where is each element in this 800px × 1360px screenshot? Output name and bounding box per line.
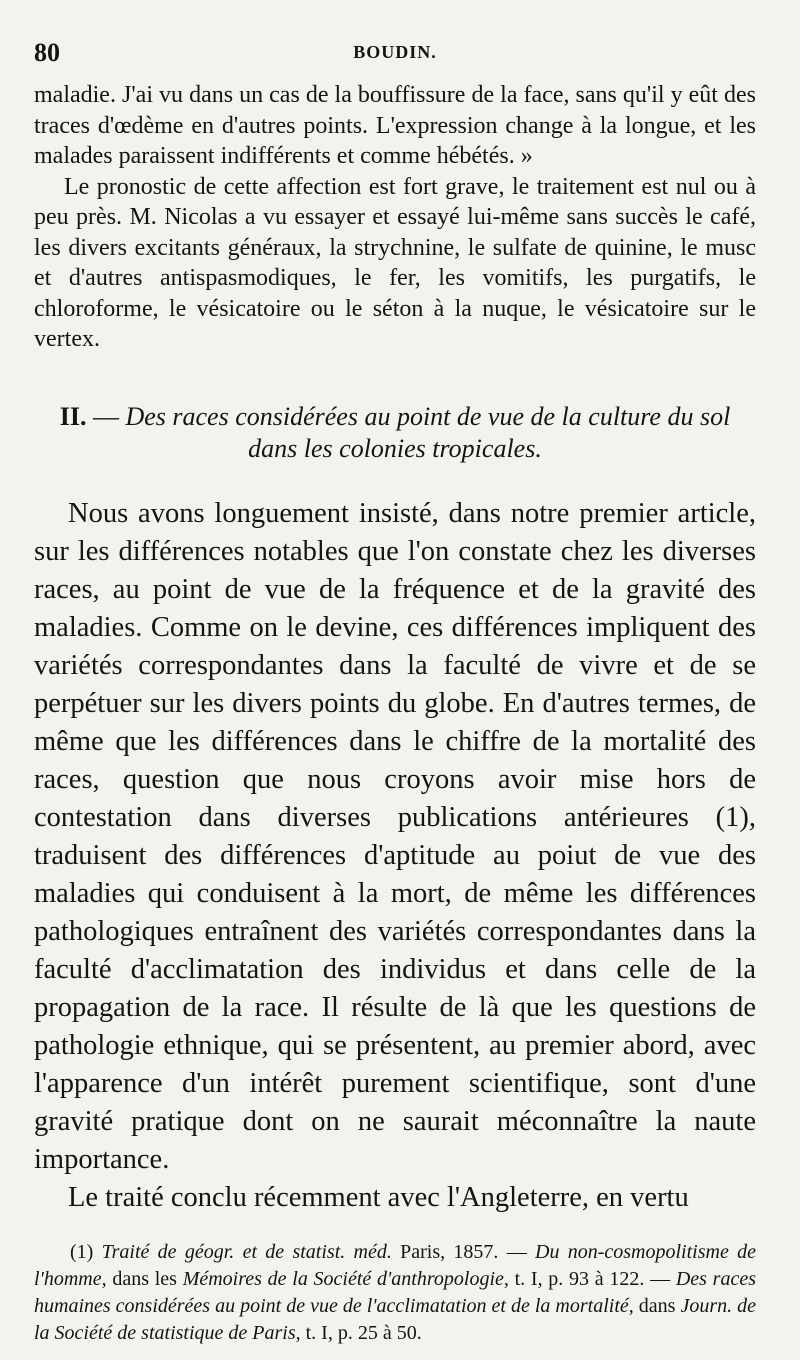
footnote-text-2: dans les xyxy=(106,1267,183,1290)
section-title-line1: Des races considérées au point de vue de la culture du sol xyxy=(125,401,731,431)
section-dash: — xyxy=(86,401,126,431)
footnote-title-2: Du non-cosmopolitisme de l'homme, xyxy=(34,1240,756,1290)
top-text-block xyxy=(34,80,756,355)
main-text-block xyxy=(34,495,756,1217)
paragraph-races: Nous avons longuement insisté, dans notre premier article, sur les différences notables que l'on constate chez les diverses races, au point de vue de la fréquence et de la gravité des maladies. Comme on le devine, ces différences impliquent des variétés correspondantes dans la faculté de vivre et de se perpétuer sur les divers points du globe. En d'autres termes, de même que les différences dans le chiffre de la mortalité des races, question que nous croyons avoir mise hors de contestation dans diverses publications antérieures (1), traduisent des différences d'aptitude au poiut de vue des maladies qui conduisent à la mort, de même les différences pathologiques entraînent des variétés correspondantes dans la faculté d'acclimatation des individus et dans celle de la propagation de la race. Il résulte de là que les questions de pathologie ethnique, qui se présentent, au premier abord, avec l'apparence d'un intérêt purement scientifique, sont d'une gravité pratique dont on ne saurait méconnaître la naute importance. xyxy=(34,497,756,1175)
footnote-text-4: dans xyxy=(633,1294,681,1317)
paragraph-treaty: Le traité conclu récemment avec l'Angleterre, en vertu xyxy=(68,1181,689,1213)
paragraph-prognosis: Le pronostic de cette affection est fort grave, le traitement est nul ou à peu près. M. Nicolas a vu essayer et essayé lui-même sans succès le café, les divers excitants généraux, la strychnine, le sulfate de quinine, le musc et d'autres antispasmodiques, le fer, les vomitifs, les purgatifs, le chloroforme, le vésicatoire ou le séton à la nuque, le vésicatoire sur le vertex. xyxy=(34,173,756,352)
footnote-title-1: Traité de géogr. et de statist. méd. xyxy=(101,1240,392,1263)
section-heading xyxy=(34,401,756,465)
footnote-title-4: Des races humaines considérées au point de vue de l'acclimatation et de la mortalité, xyxy=(34,1267,756,1317)
running-head: BOUDIN. xyxy=(353,42,437,62)
footnote-text-5: t. I, p. 25 à 50. xyxy=(300,1321,422,1344)
page-number: 80 xyxy=(34,38,60,67)
footnote-text-1: Paris, 1857. — xyxy=(391,1240,535,1263)
footnote-1 xyxy=(34,1239,756,1347)
paragraph-continuation: maladie. J'ai vu dans un cas de la bouffissure de la face, sans qu'il y eût des traces d'œdème en d'autres points. L'expression change à la longue, et les malades paraissent indifférents et comme hébétés. » xyxy=(34,82,756,169)
footnote-marker: (1) xyxy=(70,1240,102,1263)
footnote xyxy=(34,1239,756,1347)
section-title-line2: dans les colonies tropicales. xyxy=(248,433,542,463)
page-header xyxy=(34,38,756,80)
footnote-title-5: Journ. de la Société de statistique de Paris, xyxy=(34,1294,756,1344)
footnote-title-3: Mémoires de la Société d'anthropologie, xyxy=(182,1267,509,1290)
section-number: II. xyxy=(59,401,87,431)
footnote-text-3: t. I, p. 93 à 122. — xyxy=(508,1267,676,1290)
